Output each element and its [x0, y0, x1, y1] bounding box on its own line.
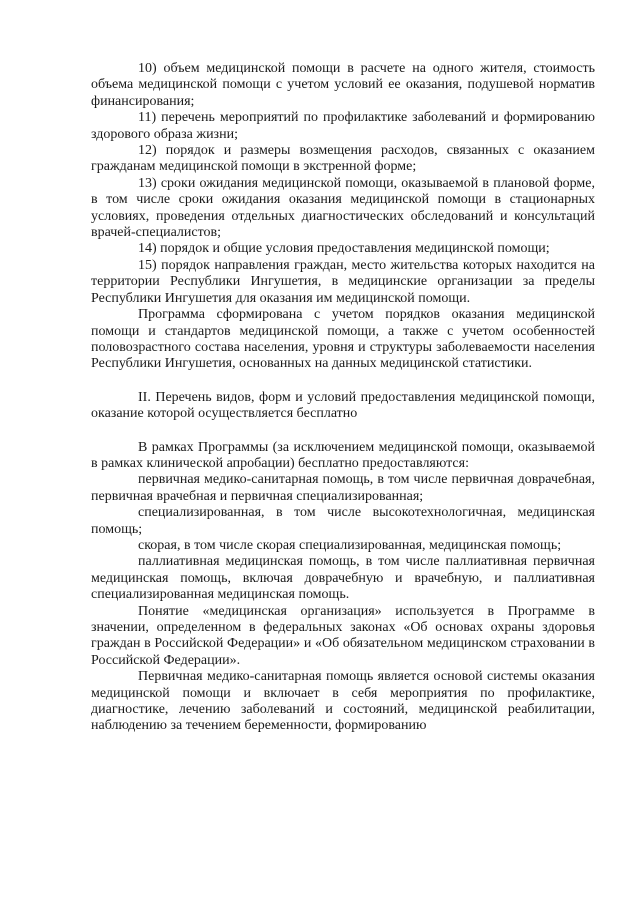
list-item-11: 11) перечень мероприятий по профилактике заболеваний и формированию здорового образа жизни; [91, 110, 595, 142]
primary-care-paragraph: Первичная медико-санитарная помощь является основой системы оказания медицинской помощи и включает в себя мероприятия по профилактике, диагностике, лечению заболеваний и состояний, медицинской реабилитации, наблюдению за течением беременности, формированию [91, 669, 595, 734]
care-type-primary: первичная медико-санитарная помощь, в том числе первичная доврачебная, первичная врачебная и первичная специализированная; [91, 472, 595, 504]
list-item-13: 13) сроки ожидания медицинской помощи, оказываемой в плановой форме, в том числе сроки ожидания оказания медицинской помощи в стационарных условиях, проведения отдельных диагностических обследований и консультаций врачей-специалистов; [91, 175, 595, 241]
document-page [91, 61, 595, 735]
list-item-12: 12) порядок и размеры возмещения расходов, связанных с оказанием гражданам медицинской помощи в экстренной форме; [91, 143, 595, 175]
list-item-10: 10) объем медицинской помощи в расчете на одного жителя, стоимость объема медицинской помощи с учетом условий ее оказания, подушевой норматив финансирования; [91, 61, 595, 109]
section-spacer [91, 373, 595, 390]
list-item-14: 14) порядок и общие условия предоставления медицинской помощи; [138, 241, 550, 257]
program-paragraph: Программа сформирована с учетом порядков оказания медицинской помощи и стандартов медицинской помощи, а также с учетом особенностей половозрастного состава населения, уровня и структуры заболеваемости населения Республики Ингушетия, основанных на данных медицинской статистики. [91, 307, 595, 372]
section-intro-paragraph: В рамках Программы (за исключением медицинской помощи, оказываемой в рамках клинической апробации) бесплатно предоставляются: [91, 439, 595, 471]
medical-organization-paragraph: Понятие «медицинская организация» используется в Программе в значении, определенном в федеральных законах «Об основах охраны здоровья граждан в Российской Федерации» и «Об обязательном медицинском страховании в Российской Федерации». [91, 603, 595, 668]
list-item-15: 15) порядок направления граждан, место жительства которых находится на территории Республики Ингушетия, в медицинские организации за пределы Республики Ингушетия для оказания им медицинской помощи. [91, 257, 595, 306]
care-type-palliative: паллиативная медицинская помощь, в том числе паллиативная первичная медицинская помощь, включая доврачебную и врачебную, и паллиативная специализированная медицинская помощь. [91, 554, 595, 603]
care-type-specialized: специализированная, в том числе высокотехнологичная, медицинская помощь; [91, 505, 595, 537]
care-type-emergency: скорая, в том числе скорая специализированная, медицинская помощь; [138, 537, 562, 553]
section-heading: II. Перечень видов, форм и условий предоставления медицинской помощи, оказание которой осуществляется бесплатно [91, 389, 595, 422]
heading-spacer [91, 423, 595, 440]
